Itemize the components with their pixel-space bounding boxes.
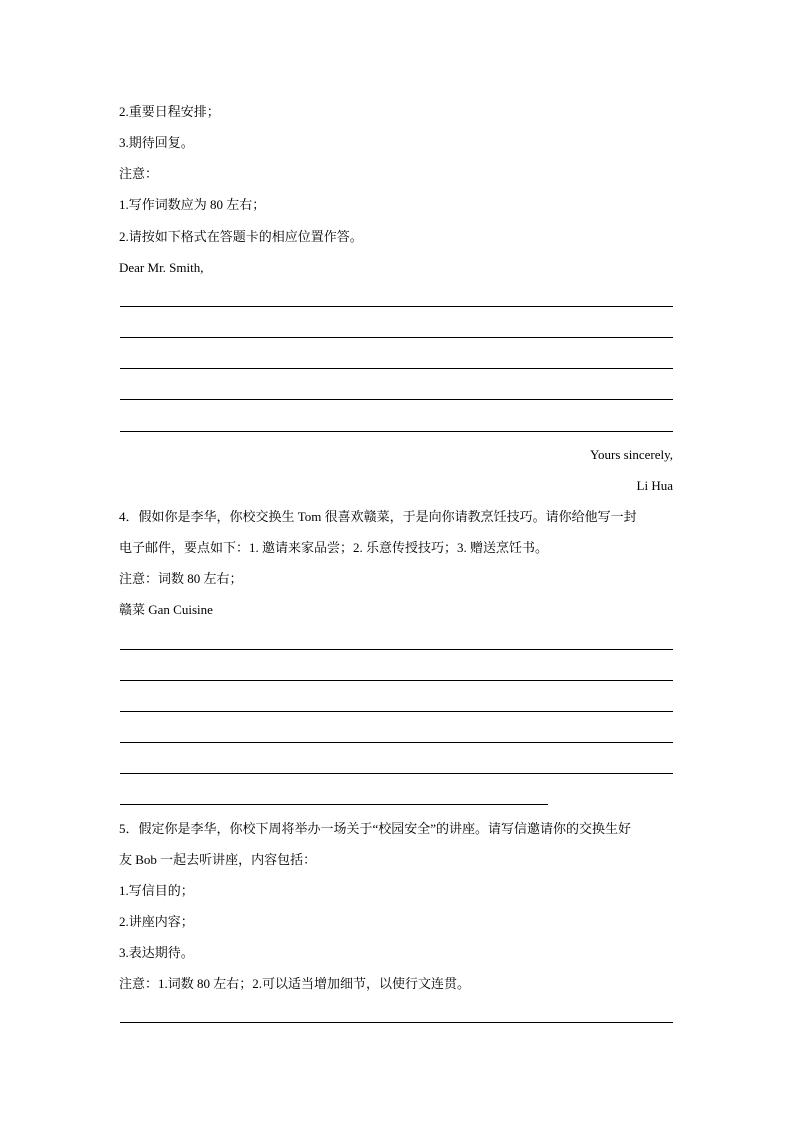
answer-line — [120, 804, 548, 805]
q3-note-2: 2.请按如下格式在答题卡的相应位置作答。 — [119, 229, 363, 244]
answer-line — [120, 711, 673, 712]
q4-prompt-line-2: 电子邮件，要点如下：1. 邀请来家品尝；2. 乐意传授技巧；3. 赠送烹饪书。 — [119, 540, 549, 555]
answer-line — [120, 773, 673, 774]
q5-item-3: 3.表达期待。 — [119, 945, 194, 960]
q5-note: 注意：1.词数 80 左右；2.可以适当增加细节，以使行文连贯。 — [119, 976, 471, 991]
answer-line — [120, 368, 673, 369]
answer-line — [120, 649, 673, 650]
q4-note: 注意：词数 80 左右； — [119, 571, 243, 586]
q3-salutation: Dear Mr. Smith, — [119, 260, 204, 275]
answer-line — [120, 431, 673, 432]
q3-item-2: 2.重要日程安排； — [119, 104, 220, 119]
q3-item-3: 3.期待回复。 — [119, 135, 194, 150]
answer-line — [120, 337, 673, 338]
q4-prompt-line-1: 4．假如你是李华，你校交换生 Tom 很喜欢赣菜，于是向你请教烹饪技巧。请你给他写一封 — [119, 509, 637, 524]
answer-line — [120, 399, 673, 400]
q5-item-2: 2.讲座内容； — [119, 914, 194, 929]
q5-item-1: 1.写信目的； — [119, 883, 194, 898]
answer-line — [120, 680, 673, 681]
q5-prompt-line-2: 友 Bob 一起去听讲座，内容包括： — [119, 852, 317, 867]
q3-closing: Yours sincerely, — [589, 447, 673, 462]
q4-vocab: 赣菜 Gan Cuisine — [119, 602, 213, 617]
q3-note-label: 注意： — [119, 166, 159, 181]
q3-signature: Li Hua — [636, 478, 673, 493]
q5-prompt-line-1: 5．假定你是李华，你校下周将举办一场关于“校园安全”的讲座。请写信邀请你的交换生好 — [119, 821, 632, 836]
answer-line — [120, 1022, 673, 1023]
answer-line — [120, 742, 673, 743]
q3-note-1: 1.写作词数应为 80 左右； — [119, 197, 266, 212]
answer-line — [120, 306, 673, 307]
